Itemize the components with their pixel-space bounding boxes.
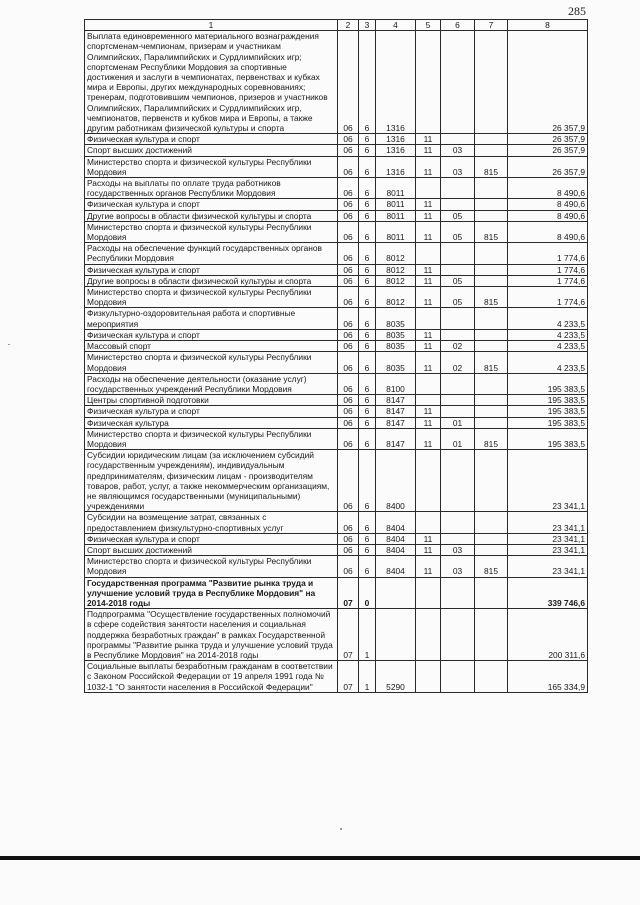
row-code-2: 06 (338, 156, 359, 177)
row-code-7 (475, 533, 508, 544)
row-code-5: 11 (416, 287, 441, 308)
row-code-3: 1 (359, 609, 376, 661)
row-code-5 (416, 243, 441, 264)
row-amount: 195 383,5 (508, 406, 588, 417)
row-amount: 165 334,9 (508, 661, 588, 693)
row-amount: 26 357,9 (508, 156, 588, 177)
row-code-5: 11 (416, 221, 441, 242)
row-code-2: 06 (338, 450, 359, 512)
row-code-4: 8400 (376, 450, 416, 512)
row-amount: 23 341,1 (508, 450, 588, 512)
table-row (85, 264, 588, 275)
col-header-3: 3 (359, 20, 376, 31)
row-code-2: 06 (338, 512, 359, 533)
row-amount: 23 341,1 (508, 544, 588, 555)
row-amount: 8 490,6 (508, 178, 588, 199)
row-code-5 (416, 31, 441, 134)
row-code-4: 1316 (376, 145, 416, 156)
row-code-5: 11 (416, 329, 441, 340)
row-code-5: 11 (416, 275, 441, 286)
row-code-2: 06 (338, 264, 359, 275)
col-header-7: 7 (475, 20, 508, 31)
row-name: Спорт высших достижений (85, 145, 338, 156)
table-row (85, 512, 588, 533)
row-code-4 (376, 577, 416, 609)
row-name: Расходы на обеспечение функций государственных органов Республики Мордовия (85, 243, 338, 264)
row-code-3: 6 (359, 275, 376, 286)
scan-speck (8, 344, 10, 345)
row-code-3: 0 (359, 577, 376, 609)
row-code-5: 11 (416, 556, 441, 577)
row-name: Министерство спорта и физической культуры Республики Мордовия (85, 156, 338, 177)
row-code-5: 11 (416, 199, 441, 210)
bottom-scan-rule (0, 856, 640, 860)
row-code-3: 6 (359, 533, 376, 544)
row-code-7 (475, 199, 508, 210)
row-name: Министерство спорта и физической культуры Республики Мордовия (85, 352, 338, 373)
row-code-2: 06 (338, 341, 359, 352)
row-code-7 (475, 406, 508, 417)
row-code-3: 6 (359, 450, 376, 512)
row-code-2: 06 (338, 556, 359, 577)
row-name: Подпрограмма "Осуществление государственных полномочий в сфере содействия занятости населения и социальная поддержка безработных граждан" в рамках Государственной программы "Развитие рынка труда и улучшение условий труда в Республике Мордовия" на 2014-2018 годы (85, 609, 338, 661)
table-row (85, 533, 588, 544)
table-row (85, 609, 588, 661)
row-code-6: 05 (441, 275, 475, 286)
row-name: Министерство спорта и физической культуры Республики Мордовия (85, 221, 338, 242)
row-name: Физическая культура и спорт (85, 329, 338, 340)
row-code-6: 03 (441, 156, 475, 177)
row-code-4: 1316 (376, 31, 416, 134)
row-code-2: 06 (338, 352, 359, 373)
row-code-6: 05 (441, 287, 475, 308)
row-code-4: 8012 (376, 275, 416, 286)
row-code-6 (441, 533, 475, 544)
row-code-5: 11 (416, 417, 441, 428)
row-amount: 8 490,6 (508, 199, 588, 210)
table-row (85, 134, 588, 145)
row-name: Спорт высших достижений (85, 544, 338, 555)
table-row (85, 341, 588, 352)
row-code-7 (475, 31, 508, 134)
row-amount: 4 233,5 (508, 352, 588, 373)
table-row (85, 556, 588, 577)
row-code-2: 06 (338, 308, 359, 329)
row-code-2: 06 (338, 428, 359, 449)
row-name: Государственная программа "Развитие рынка труда и улучшение условий труда в Республике Мордовия" на 2014-2018 годы (85, 577, 338, 609)
row-name: Физическая культура (85, 417, 338, 428)
row-code-4: 8012 (376, 264, 416, 275)
row-code-7 (475, 577, 508, 609)
row-code-3: 6 (359, 145, 376, 156)
row-code-6 (441, 373, 475, 394)
row-code-3: 6 (359, 221, 376, 242)
row-amount: 195 383,5 (508, 428, 588, 449)
row-code-6 (441, 308, 475, 329)
row-amount: 26 357,9 (508, 145, 588, 156)
row-amount: 26 357,9 (508, 134, 588, 145)
row-amount: 1 774,6 (508, 264, 588, 275)
row-code-4: 8012 (376, 243, 416, 264)
row-code-6 (441, 395, 475, 406)
row-code-5 (416, 661, 441, 693)
col-header-5: 5 (416, 20, 441, 31)
row-code-5: 11 (416, 341, 441, 352)
row-code-7 (475, 145, 508, 156)
col-header-8: 8 (508, 20, 588, 31)
row-code-4: 8011 (376, 221, 416, 242)
budget-table (84, 19, 588, 693)
table-row (85, 308, 588, 329)
row-code-4 (376, 609, 416, 661)
row-name: Министерство спорта и физической культуры Республики Мордовия (85, 287, 338, 308)
row-code-5 (416, 609, 441, 661)
row-name: Другие вопросы в области физической культуры и спорта (85, 210, 338, 221)
row-code-2: 06 (338, 199, 359, 210)
row-code-7 (475, 417, 508, 428)
row-code-3: 6 (359, 264, 376, 275)
row-code-3: 6 (359, 395, 376, 406)
row-code-4: 8147 (376, 406, 416, 417)
scan-speck (340, 828, 342, 830)
budget-rows (85, 31, 588, 693)
row-code-6: 05 (441, 221, 475, 242)
row-code-6: 05 (441, 210, 475, 221)
row-code-2: 06 (338, 417, 359, 428)
row-code-7 (475, 373, 508, 394)
row-code-6 (441, 512, 475, 533)
row-code-6: 03 (441, 145, 475, 156)
row-code-4: 8147 (376, 428, 416, 449)
row-code-7 (475, 210, 508, 221)
row-code-3: 6 (359, 287, 376, 308)
row-code-3: 6 (359, 352, 376, 373)
row-name: Физическая культура и спорт (85, 134, 338, 145)
row-name: Физкультурно-оздоровительная работа и спортивные мероприятия (85, 308, 338, 329)
row-code-5: 11 (416, 134, 441, 145)
row-code-2: 06 (338, 134, 359, 145)
row-code-6: 02 (441, 352, 475, 373)
row-code-2: 07 (338, 609, 359, 661)
row-code-7 (475, 243, 508, 264)
row-code-5: 11 (416, 533, 441, 544)
row-name: Субсидии на возмещение затрат, связанных с предоставлением физкультурно-спортивных услуг (85, 512, 338, 533)
row-code-6 (441, 134, 475, 145)
row-code-5 (416, 373, 441, 394)
row-code-6: 03 (441, 544, 475, 555)
row-amount: 200 311,6 (508, 609, 588, 661)
row-code-3: 6 (359, 373, 376, 394)
row-code-3: 6 (359, 210, 376, 221)
row-code-2: 06 (338, 395, 359, 406)
row-code-2: 07 (338, 577, 359, 609)
row-amount: 195 383,5 (508, 395, 588, 406)
row-code-2: 07 (338, 661, 359, 693)
table-row (85, 450, 588, 512)
row-code-5: 11 (416, 156, 441, 177)
row-code-2: 06 (338, 31, 359, 134)
row-name: Физическая культура и спорт (85, 533, 338, 544)
row-code-4: 1316 (376, 156, 416, 177)
row-code-3: 6 (359, 544, 376, 555)
row-amount: 195 383,5 (508, 373, 588, 394)
row-code-3: 6 (359, 308, 376, 329)
row-code-7 (475, 341, 508, 352)
row-name: Другие вопросы в области физической культуры и спорта (85, 275, 338, 286)
row-code-6 (441, 406, 475, 417)
row-code-5: 11 (416, 210, 441, 221)
row-code-6 (441, 31, 475, 134)
table-row (85, 373, 588, 394)
col-header-4: 4 (376, 20, 416, 31)
row-code-6 (441, 450, 475, 512)
col-header-1: 1 (85, 20, 338, 31)
row-name: Массовый спорт (85, 341, 338, 352)
row-code-6 (441, 199, 475, 210)
row-code-5 (416, 577, 441, 609)
page-number: 285 (568, 4, 586, 18)
table-row (85, 428, 588, 449)
table-row (85, 352, 588, 373)
row-code-4: 8011 (376, 178, 416, 199)
row-amount: 26 357,9 (508, 31, 588, 134)
row-amount: 195 383,5 (508, 417, 588, 428)
row-amount: 1 774,6 (508, 287, 588, 308)
row-code-7: 815 (475, 352, 508, 373)
row-code-2: 06 (338, 373, 359, 394)
row-code-5: 11 (416, 544, 441, 555)
row-name: Субсидии юридическим лицам (за исключением субсидий государственным учреждениям), индивидуальным предпринимателям, физическим лицам - производителям товаров, работ, услуг, а также некоммерческим организациям, не являющимся государственными (муниципальными) учреждениями (85, 450, 338, 512)
table-row (85, 243, 588, 264)
row-code-7: 815 (475, 221, 508, 242)
row-code-5 (416, 178, 441, 199)
table-row (85, 210, 588, 221)
row-code-2: 06 (338, 287, 359, 308)
row-code-7 (475, 264, 508, 275)
row-code-7 (475, 308, 508, 329)
table-row (85, 544, 588, 555)
row-code-5: 11 (416, 145, 441, 156)
row-code-3: 6 (359, 417, 376, 428)
table-row (85, 221, 588, 242)
row-code-7 (475, 544, 508, 555)
row-code-3: 6 (359, 134, 376, 145)
row-code-4: 8147 (376, 417, 416, 428)
row-code-7: 815 (475, 556, 508, 577)
row-code-3: 6 (359, 31, 376, 134)
row-code-6: 01 (441, 428, 475, 449)
row-code-5: 11 (416, 264, 441, 275)
table-row (85, 287, 588, 308)
row-code-6 (441, 577, 475, 609)
row-code-3: 6 (359, 406, 376, 417)
row-code-6: 02 (441, 341, 475, 352)
row-amount: 8 490,6 (508, 221, 588, 242)
row-name: Министерство спорта и физической культуры Республики Мордовия (85, 556, 338, 577)
row-code-4: 1316 (376, 134, 416, 145)
row-code-3: 1 (359, 661, 376, 693)
row-name: Физическая культура и спорт (85, 264, 338, 275)
row-code-2: 06 (338, 178, 359, 199)
row-name: Социальные выплаты безработным гражданам в соответствии с Законом Российской Федерации от 19 апреля 1991 года № 1032-1 "О занятости населения в Российской Федерации" (85, 661, 338, 693)
row-code-7: 815 (475, 428, 508, 449)
row-code-6 (441, 661, 475, 693)
row-code-2: 06 (338, 329, 359, 340)
row-code-4: 8012 (376, 287, 416, 308)
row-code-3: 6 (359, 428, 376, 449)
row-code-4: 8035 (376, 308, 416, 329)
row-code-6 (441, 264, 475, 275)
row-code-5: 11 (416, 428, 441, 449)
row-code-6: 03 (441, 556, 475, 577)
row-amount: 339 746,6 (508, 577, 588, 609)
table-row (85, 577, 588, 609)
row-amount: 23 341,1 (508, 533, 588, 544)
row-code-7 (475, 512, 508, 533)
row-code-7 (475, 134, 508, 145)
row-name: Физическая культура и спорт (85, 406, 338, 417)
row-code-3: 6 (359, 329, 376, 340)
row-code-5 (416, 395, 441, 406)
row-code-6 (441, 609, 475, 661)
table-row (85, 199, 588, 210)
row-code-6 (441, 178, 475, 199)
row-code-5: 11 (416, 406, 441, 417)
row-code-4: 8147 (376, 395, 416, 406)
row-code-4: 8404 (376, 544, 416, 555)
row-code-4: 8035 (376, 352, 416, 373)
row-code-7 (475, 450, 508, 512)
row-code-7 (475, 275, 508, 286)
row-amount: 4 233,5 (508, 329, 588, 340)
row-code-4: 8035 (376, 341, 416, 352)
row-code-2: 06 (338, 243, 359, 264)
row-code-6 (441, 329, 475, 340)
row-name: Центры спортивной подготовки (85, 395, 338, 406)
table-row (85, 275, 588, 286)
row-code-2: 06 (338, 275, 359, 286)
row-amount: 23 341,1 (508, 512, 588, 533)
row-code-2: 06 (338, 145, 359, 156)
table-row (85, 145, 588, 156)
col-header-6: 6 (441, 20, 475, 31)
row-code-3: 6 (359, 556, 376, 577)
row-code-7 (475, 609, 508, 661)
row-code-7 (475, 661, 508, 693)
row-code-2: 06 (338, 533, 359, 544)
table-row (85, 406, 588, 417)
row-code-4: 8404 (376, 533, 416, 544)
row-code-4: 8100 (376, 373, 416, 394)
row-code-4: 8011 (376, 199, 416, 210)
row-code-5: 11 (416, 352, 441, 373)
row-amount: 23 341,1 (508, 556, 588, 577)
row-amount: 8 490,6 (508, 210, 588, 221)
row-code-7 (475, 329, 508, 340)
row-code-5 (416, 512, 441, 533)
row-code-7: 815 (475, 156, 508, 177)
row-code-6 (441, 243, 475, 264)
row-amount: 1 774,6 (508, 243, 588, 264)
row-code-5 (416, 450, 441, 512)
row-amount: 1 774,6 (508, 275, 588, 286)
row-name: Физическая культура и спорт (85, 199, 338, 210)
row-code-2: 06 (338, 210, 359, 221)
table-row (85, 178, 588, 199)
col-header-2: 2 (338, 20, 359, 31)
row-code-3: 6 (359, 156, 376, 177)
row-amount: 4 233,5 (508, 308, 588, 329)
top-scan-rule (0, 0, 640, 1)
table-row (85, 329, 588, 340)
row-code-3: 6 (359, 341, 376, 352)
row-code-3: 6 (359, 178, 376, 199)
table-row (85, 31, 588, 134)
row-code-4: 8404 (376, 556, 416, 577)
row-amount: 4 233,5 (508, 341, 588, 352)
row-code-6: 01 (441, 417, 475, 428)
row-code-3: 6 (359, 199, 376, 210)
row-code-2: 06 (338, 221, 359, 242)
row-code-2: 06 (338, 406, 359, 417)
row-code-7: 815 (475, 287, 508, 308)
row-name: Выплата единовременного материального вознаграждения спортсменам-чемпионам, призерам и участникам Олимпийских, Паралимпийских и Сурдлимпийских игр; спортсменам Республики Мордовия за спортивные достижения и заслуги в чемпионатах, первенствах и кубках мира и Европы, других международных соревнованиях; тренерам, подготовившим чемпионов, призеров и участников Олимпийских, Паралимпийских и Сурдлимпийских игр, чемпионатов, первенств и кубков мира и Европы, а также другим работникам физической культуры и спорта (85, 31, 338, 134)
table-row (85, 417, 588, 428)
row-code-4: 8035 (376, 329, 416, 340)
row-code-2: 06 (338, 544, 359, 555)
row-name: Расходы на обеспечение деятельности (оказание услуг) государственных учреждений Республики Мордовия (85, 373, 338, 394)
row-code-4: 8011 (376, 210, 416, 221)
row-code-3: 6 (359, 243, 376, 264)
row-code-5 (416, 308, 441, 329)
row-code-4: 5290 (376, 661, 416, 693)
table-row (85, 156, 588, 177)
row-code-7 (475, 395, 508, 406)
table-row (85, 661, 588, 693)
row-name: Расходы на выплаты по оплате труда работников государственных органов Республики Мордовия (85, 178, 338, 199)
column-number-row (85, 20, 588, 31)
row-code-7 (475, 178, 508, 199)
row-name: Министерство спорта и физической культуры Республики Мордовия (85, 428, 338, 449)
table-row (85, 395, 588, 406)
row-code-3: 6 (359, 512, 376, 533)
row-code-4: 8404 (376, 512, 416, 533)
